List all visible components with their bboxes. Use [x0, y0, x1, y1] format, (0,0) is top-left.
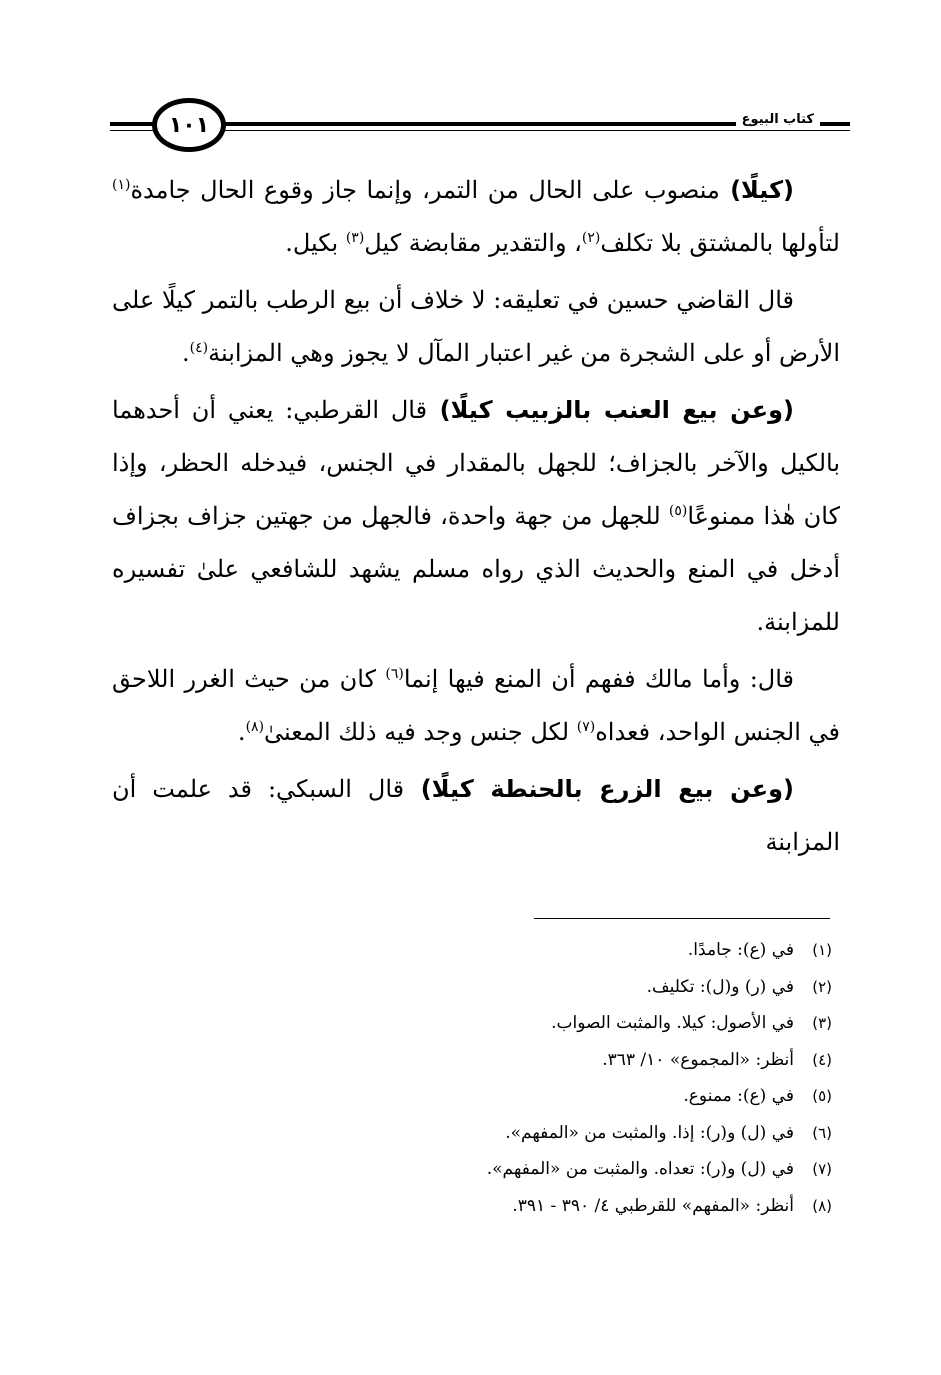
- body-text-segment: ، والتقدير مقابضة كيل: [364, 229, 582, 257]
- footnote-item: [300, 1005, 832, 1042]
- running-header: [110, 96, 850, 158]
- footnote-text: في الأصول: كيلا. والمثبت الصواب.: [551, 1013, 794, 1033]
- footnote-text: أنظر: «المفهم» للقرطبي ٤/ ٣٩٠ - ٣٩١.: [512, 1195, 794, 1216]
- footnote-reference: (١): [112, 177, 131, 193]
- footnote-text: في (ر) و(ل): تكليف.: [646, 976, 794, 997]
- body-text-segment: قال: وأما مالك ففهم أن المنع فيها إنما: [403, 665, 795, 693]
- footnote-text: في (ع): جامدًا.: [687, 940, 794, 960]
- hadith-lemma: (وعن بيع الزرع بالحنطة كيلًا): [404, 775, 794, 803]
- footnote-number: (٦): [812, 1123, 832, 1142]
- page-number-badge: [152, 98, 226, 152]
- header-rule-left-bottom: [110, 130, 155, 131]
- footnote-number: (٣): [812, 1014, 832, 1032]
- footnote-number: (٨): [812, 1196, 832, 1215]
- footnote-item: [300, 1042, 832, 1079]
- footnote-item: [300, 1151, 832, 1188]
- body-paragraph: [112, 164, 840, 270]
- footnote-number: (٤): [812, 1050, 832, 1069]
- header-rule-right-bottom: [222, 130, 850, 131]
- footnote-reference: (٨): [245, 719, 265, 735]
- footnote-reference: (٥): [668, 503, 688, 519]
- footnotes-list: [300, 932, 832, 1224]
- footnote-item: [300, 969, 832, 1006]
- footnote-number: (٢): [812, 977, 832, 996]
- body-paragraph: [112, 274, 840, 380]
- body-text-segment: بكيل.: [285, 229, 346, 257]
- footnote-item: [300, 1188, 832, 1225]
- body-text-segment: منصوب على الحال من التمر، وإنما جاز وقوع الحال جامدة: [130, 176, 720, 204]
- body-text-segment: كان من حيث الغرر اللاحق في الجنس الواحد، فعداه: [112, 665, 840, 746]
- footnote-text: في (ل) و(ر): إذا. والمثبت من «المفهم».: [505, 1122, 794, 1143]
- body-text-segment: .: [237, 718, 246, 746]
- footnote-item: [300, 1078, 832, 1115]
- footnote-reference: (٣): [345, 230, 365, 246]
- footnote-reference: (٧): [576, 719, 596, 735]
- hadith-lemma: (كيلًا): [719, 176, 794, 204]
- footnote-item: [300, 1115, 832, 1152]
- footnote-number: (٥): [812, 1087, 832, 1105]
- footnote-text: أنظر: «المجموع» ١٠/ ٣٦٣.: [602, 1049, 794, 1070]
- footnote-number: (٧): [812, 1160, 832, 1178]
- body-text-segment: قال القرطبي: يعني أن أحدهما بالكيل والآخر بالجزاف؛ للجهل بالمقدار في الجنس، فيدخله الحظر، وإذا كان هٰذا ممنوعًا: [112, 396, 840, 530]
- running-title: كتاب البيوع: [736, 112, 820, 127]
- footnote-separator: [534, 918, 830, 919]
- footnote-reference: (٢): [581, 230, 601, 246]
- footnote-reference: (٤): [189, 340, 209, 356]
- footnote-reference: (٦): [385, 666, 404, 682]
- body-text-segment: لتأولها بالمشتق بلا تكلف: [600, 229, 840, 257]
- body-paragraph: [112, 384, 840, 649]
- page-number: ١٠١: [168, 112, 210, 138]
- main-text: [112, 164, 840, 869]
- footnote-item: [300, 932, 832, 969]
- hadith-lemma: (وعن بيع العنب بالزبيب كيلًا): [427, 396, 794, 424]
- body-text-segment: قال القاضي حسين في تعليقه: لا خلاف أن بيع الرطب بالتمر كيلًا على الأرض أو على الشجرة من غير اعتبار المآل لا يجوز وهي المزابنة: [112, 286, 840, 367]
- header-rule-left-top: [110, 122, 155, 126]
- body-paragraph: [112, 763, 840, 869]
- body-paragraph: [112, 653, 840, 759]
- body-text-segment: قال السبكي: قد علمت أن المزابنة: [112, 775, 840, 856]
- body-text-segment: للجهل من جهة واحدة، فالجهل من جهتين جزاف بجزاف أدخل في المنع والحديث الذي رواه مسلم يشهد للشافعي علىٰ تفسيره للمزابنة.: [112, 502, 840, 636]
- body-text-segment: لكل جنس وجد فيه ذلك المعنىٰ: [264, 718, 577, 746]
- body-text-segment: .: [181, 339, 190, 367]
- footnote-text: في (ل) و(ر): تعداه. والمثبت من «المفهم».: [486, 1159, 794, 1179]
- footnote-text: في (ع): ممنوع.: [683, 1086, 794, 1106]
- footnote-number: (١): [812, 941, 832, 959]
